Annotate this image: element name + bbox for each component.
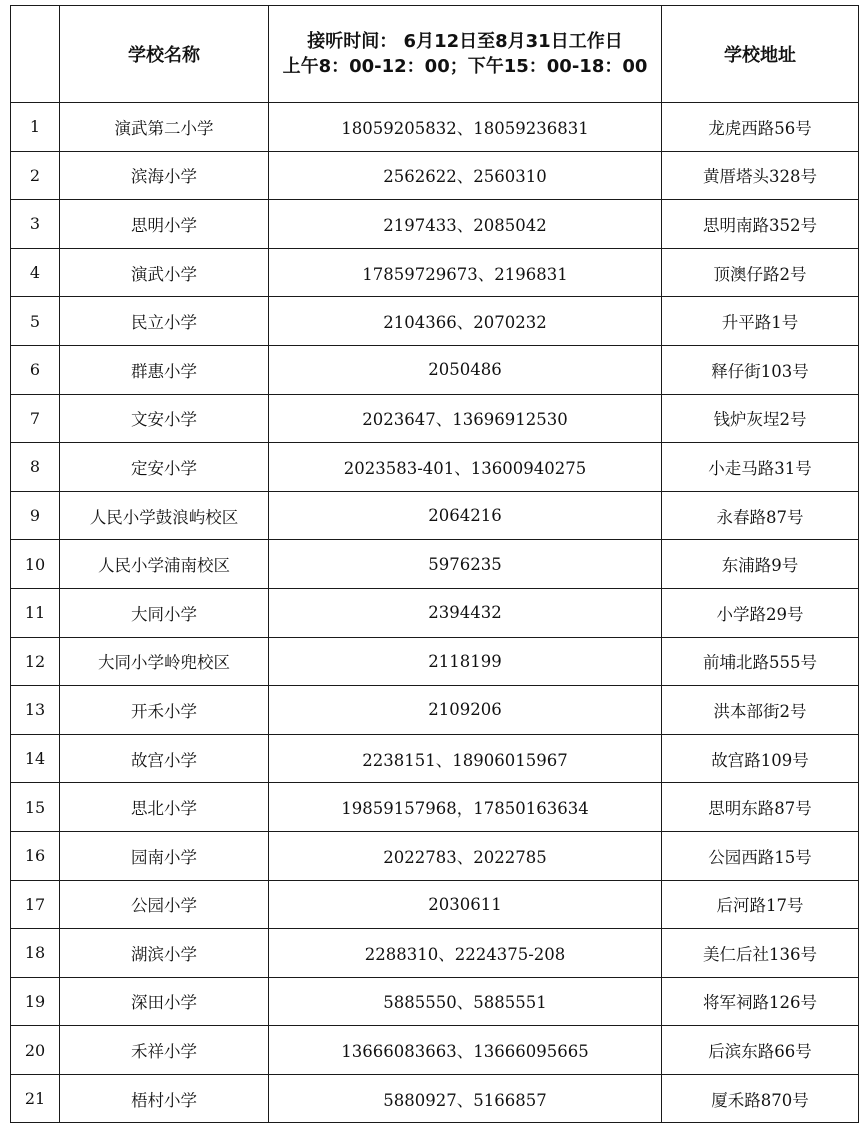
table-row — [11, 588, 859, 637]
school-contact-table-container — [10, 5, 858, 1123]
row-number: 21 — [11, 1074, 60, 1123]
phone-numbers: 2050486 — [269, 345, 662, 394]
table-row — [11, 297, 859, 346]
table-row — [11, 540, 859, 589]
phone-numbers: 2022783、2022785 — [269, 831, 662, 880]
school-address: 龙虎西路56号 — [662, 103, 859, 152]
row-number: 18 — [11, 929, 60, 978]
school-address: 后河路17号 — [662, 880, 859, 929]
row-number: 2 — [11, 151, 60, 200]
row-number: 20 — [11, 1026, 60, 1075]
school-contact-table — [10, 5, 859, 1123]
table-row — [11, 734, 859, 783]
row-number: 4 — [11, 248, 60, 297]
phone-numbers: 18059205832、18059236831 — [269, 103, 662, 152]
table-row — [11, 491, 859, 540]
phone-numbers: 2394432 — [269, 588, 662, 637]
school-name: 民立小学 — [60, 297, 269, 346]
table-row — [11, 929, 859, 978]
row-number: 19 — [11, 977, 60, 1026]
phone-numbers: 5976235 — [269, 540, 662, 589]
school-address: 小学路29号 — [662, 588, 859, 637]
table-header — [11, 6, 859, 103]
school-name: 定安小学 — [60, 443, 269, 492]
school-address: 升平路1号 — [662, 297, 859, 346]
school-name: 园南小学 — [60, 831, 269, 880]
table-row — [11, 1074, 859, 1123]
school-name: 禾祥小学 — [60, 1026, 269, 1075]
table-row — [11, 103, 859, 152]
phone-numbers: 2023647、13696912530 — [269, 394, 662, 443]
school-name: 滨海小学 — [60, 151, 269, 200]
school-address: 释仔街103号 — [662, 345, 859, 394]
school-address: 厦禾路870号 — [662, 1074, 859, 1123]
school-name: 开禾小学 — [60, 686, 269, 735]
table-body — [11, 103, 859, 1123]
school-name: 大同小学 — [60, 588, 269, 637]
phone-numbers: 13666083663、13666095665 — [269, 1026, 662, 1075]
row-number: 16 — [11, 831, 60, 880]
school-address: 美仁后社136号 — [662, 929, 859, 978]
table-row — [11, 248, 859, 297]
school-name: 群惠小学 — [60, 345, 269, 394]
school-name: 公园小学 — [60, 880, 269, 929]
school-name: 深田小学 — [60, 977, 269, 1026]
phone-numbers: 2288310、2224375-208 — [269, 929, 662, 978]
table-row — [11, 880, 859, 929]
school-name: 人民小学浦南校区 — [60, 540, 269, 589]
header-phone-hours-line2: 上午8：00-12：00；下午15：00-18：00 — [282, 56, 648, 77]
row-number: 5 — [11, 297, 60, 346]
table-row — [11, 200, 859, 249]
school-name: 文安小学 — [60, 394, 269, 443]
table-row — [11, 637, 859, 686]
phone-numbers: 2030611 — [269, 880, 662, 929]
school-address: 后滨东路66号 — [662, 1026, 859, 1075]
phone-numbers: 2197433、2085042 — [269, 200, 662, 249]
row-number: 17 — [11, 880, 60, 929]
school-name: 思北小学 — [60, 783, 269, 832]
school-address: 前埔北路555号 — [662, 637, 859, 686]
table-row — [11, 977, 859, 1026]
school-name: 湖滨小学 — [60, 929, 269, 978]
header-phone-hours-line1: 接听时间： 6月12日至8月31日工作日 — [307, 31, 623, 52]
school-address: 将军祠路126号 — [662, 977, 859, 1026]
school-name: 大同小学岭兜校区 — [60, 637, 269, 686]
phone-numbers: 2238151、18906015967 — [269, 734, 662, 783]
header-school-name: 学校名称 — [60, 6, 269, 103]
phone-numbers: 2118199 — [269, 637, 662, 686]
row-number: 6 — [11, 345, 60, 394]
table-row — [11, 345, 859, 394]
row-number: 3 — [11, 200, 60, 249]
school-name: 思明小学 — [60, 200, 269, 249]
phone-numbers: 5885550、5885551 — [269, 977, 662, 1026]
school-name: 梧村小学 — [60, 1074, 269, 1123]
phone-numbers: 2109206 — [269, 686, 662, 735]
school-address: 东浦路9号 — [662, 540, 859, 589]
phone-numbers: 17859729673、2196831 — [269, 248, 662, 297]
phone-numbers: 2023583-401、13600940275 — [269, 443, 662, 492]
school-address: 思明南路352号 — [662, 200, 859, 249]
row-number: 15 — [11, 783, 60, 832]
table-row — [11, 151, 859, 200]
header-number — [11, 6, 60, 103]
row-number: 7 — [11, 394, 60, 443]
header-school-address: 学校地址 — [662, 6, 859, 103]
school-address: 顶澳仔路2号 — [662, 248, 859, 297]
row-number: 9 — [11, 491, 60, 540]
table-row — [11, 831, 859, 880]
school-address: 思明东路87号 — [662, 783, 859, 832]
phone-numbers: 2064216 — [269, 491, 662, 540]
row-number: 12 — [11, 637, 60, 686]
phone-numbers: 2562622、2560310 — [269, 151, 662, 200]
school-name: 故宫小学 — [60, 734, 269, 783]
school-address: 洪本部街2号 — [662, 686, 859, 735]
phone-numbers: 5880927、5166857 — [269, 1074, 662, 1123]
school-address: 故宫路109号 — [662, 734, 859, 783]
table-row — [11, 783, 859, 832]
row-number: 11 — [11, 588, 60, 637]
school-address: 永春路87号 — [662, 491, 859, 540]
row-number: 10 — [11, 540, 60, 589]
phone-numbers: 2104366、2070232 — [269, 297, 662, 346]
table-row — [11, 686, 859, 735]
table-row — [11, 443, 859, 492]
school-address: 公园西路15号 — [662, 831, 859, 880]
school-address: 黄厝塔头328号 — [662, 151, 859, 200]
school-address: 钱炉灰埕2号 — [662, 394, 859, 443]
header-phone-hours — [269, 6, 662, 103]
school-name: 演武小学 — [60, 248, 269, 297]
school-address: 小走马路31号 — [662, 443, 859, 492]
row-number: 1 — [11, 103, 60, 152]
phone-numbers: 19859157968，17850163634 — [269, 783, 662, 832]
table-row — [11, 394, 859, 443]
row-number: 8 — [11, 443, 60, 492]
header-row — [11, 6, 859, 103]
row-number: 13 — [11, 686, 60, 735]
row-number: 14 — [11, 734, 60, 783]
school-name: 人民小学鼓浪屿校区 — [60, 491, 269, 540]
school-name: 演武第二小学 — [60, 103, 269, 152]
table-row — [11, 1026, 859, 1075]
